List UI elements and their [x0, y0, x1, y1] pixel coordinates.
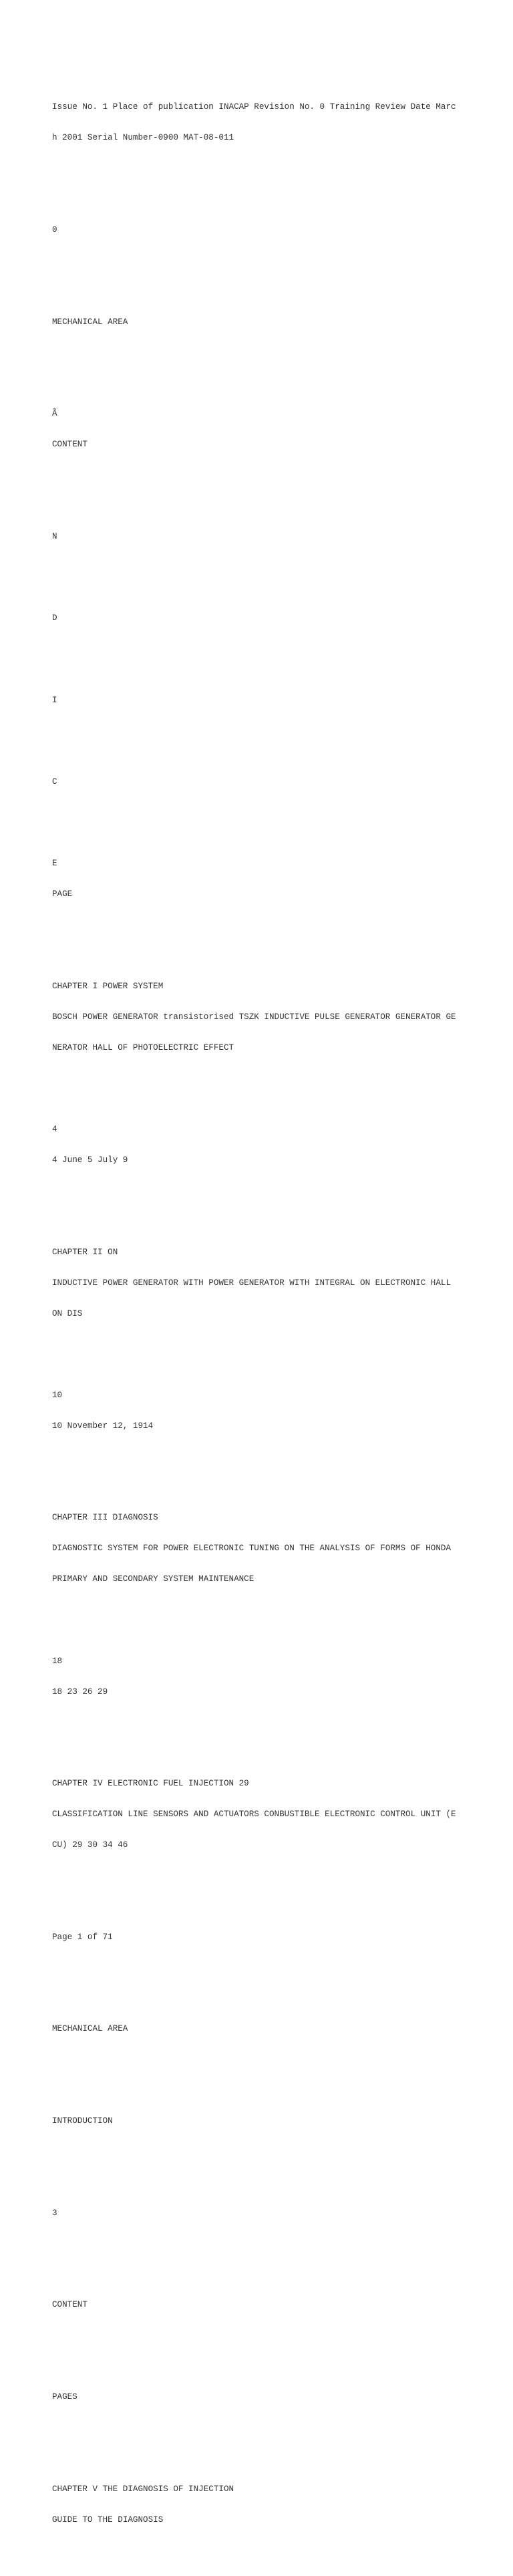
chapter-description: INDUCTIVE POWER GENERATOR WITH POWER GENERATOR WITH INTEGRAL ON ELECTRONIC HALL [52, 1278, 452, 1288]
chapter-description: ON DIS [52, 1308, 83, 1318]
chapter-page-list: 4 June 5 July 9 [52, 1155, 128, 1165]
index-letter-text: N [52, 531, 57, 541]
index-letter-text: D [52, 613, 57, 623]
pages-heading [52, 2372, 466, 2422]
chapter-4 [52, 1759, 466, 1871]
header-line: Issue No. 1 Place of publication INACAP Revision No. 0 Training Review Date Marc [52, 102, 456, 112]
area-title-text: MECHANICAL AREA [52, 317, 128, 327]
index-letter [52, 593, 466, 644]
chapter-description: DIAGNOSTIC SYSTEM FOR POWER ELECTRONIC TUNING ON THE ANALYSIS OF FORMS OF HONDA [52, 1544, 452, 1554]
chapter-3 [52, 1493, 466, 1605]
area-title-2 [52, 2004, 466, 2055]
chapter-page: 10 [52, 1390, 63, 1400]
introduction-heading [52, 2096, 466, 2146]
chapter-3-pages [52, 1636, 466, 1717]
index-letter-and-page-label [52, 839, 466, 920]
index-letter-text: I [52, 695, 57, 705]
zero-number [52, 204, 466, 255]
chapter-title: CHAPTER II ON [52, 1247, 118, 1257]
chapter-page: 4 [52, 1125, 57, 1135]
page-label: PAGE [52, 889, 73, 899]
chapter-description: CLASSIFICATION LINE SENSORS AND ACTUATORS CONBUSTIBLE ELECTRONIC CONTROL UNIT (E [52, 1810, 456, 1820]
pages-label: PAGES [52, 2392, 77, 2402]
document-header [52, 82, 466, 164]
chapter-5 [52, 2464, 466, 2545]
content-label: CONTENT [52, 440, 88, 450]
chapter-page-list: 10 November 12, 1914 [52, 1421, 154, 1431]
index-letter [52, 511, 466, 562]
chapter-description: CU) 29 30 34 46 [52, 1840, 128, 1850]
chapter-1-pages [52, 1105, 466, 1186]
index-letter-text: C [52, 777, 57, 787]
header-line: h 2001 Serial Number-0900 MAT-08-011 [52, 133, 234, 143]
chapter-title: CHAPTER V THE DIAGNOSIS OF INJECTION [52, 2484, 234, 2494]
index-letter [52, 675, 466, 726]
chapter-description: BOSCH POWER GENERATOR transistorised TSZK INDUCTIVE PULSE GENERATOR GENERATOR GE [52, 1012, 456, 1022]
chapter-page: 18 [52, 1656, 63, 1666]
chapter-1 [52, 961, 466, 1073]
page-counter [52, 1912, 466, 1963]
zero-text: 0 [52, 225, 57, 235]
area-title [52, 297, 466, 347]
chapter-title: CHAPTER IV ELECTRONIC FUEL INJECTION 29 [52, 1779, 249, 1789]
introduction-page-number: 3 [52, 2208, 57, 2218]
document-page [52, 51, 466, 2576]
chapter-2-pages [52, 1370, 466, 1451]
chapter-title: CHAPTER I POWER SYSTEM [52, 982, 164, 992]
introduction-page [52, 2188, 466, 2239]
area-title-text: MECHANICAL AREA [52, 2024, 128, 2034]
content-label: CONTENT [52, 2300, 88, 2310]
chapter-title: CHAPTER III DIAGNOSIS [52, 1513, 158, 1523]
chapter-description: PRIMARY AND SECONDARY SYSTEM MAINTENANCE [52, 1574, 254, 1584]
content-heading-2 [52, 2280, 466, 2331]
chapter-description: GUIDE TO THE DIAGNOSIS [52, 2515, 164, 2525]
chapter-description: NERATOR HALL OF PHOTOELECTRIC EFFECT [52, 1042, 234, 1052]
page-counter-text: Page 1 of 71 [52, 1932, 113, 1942]
chapter-page-list: 18 23 26 29 [52, 1687, 108, 1697]
index-letter-text: E [52, 859, 57, 869]
chapter-2 [52, 1227, 466, 1339]
garbled-glyph: Ã [52, 409, 57, 419]
index-letter [52, 756, 466, 807]
content-heading [52, 389, 466, 470]
introduction-text: INTRODUCTION [52, 2116, 113, 2126]
